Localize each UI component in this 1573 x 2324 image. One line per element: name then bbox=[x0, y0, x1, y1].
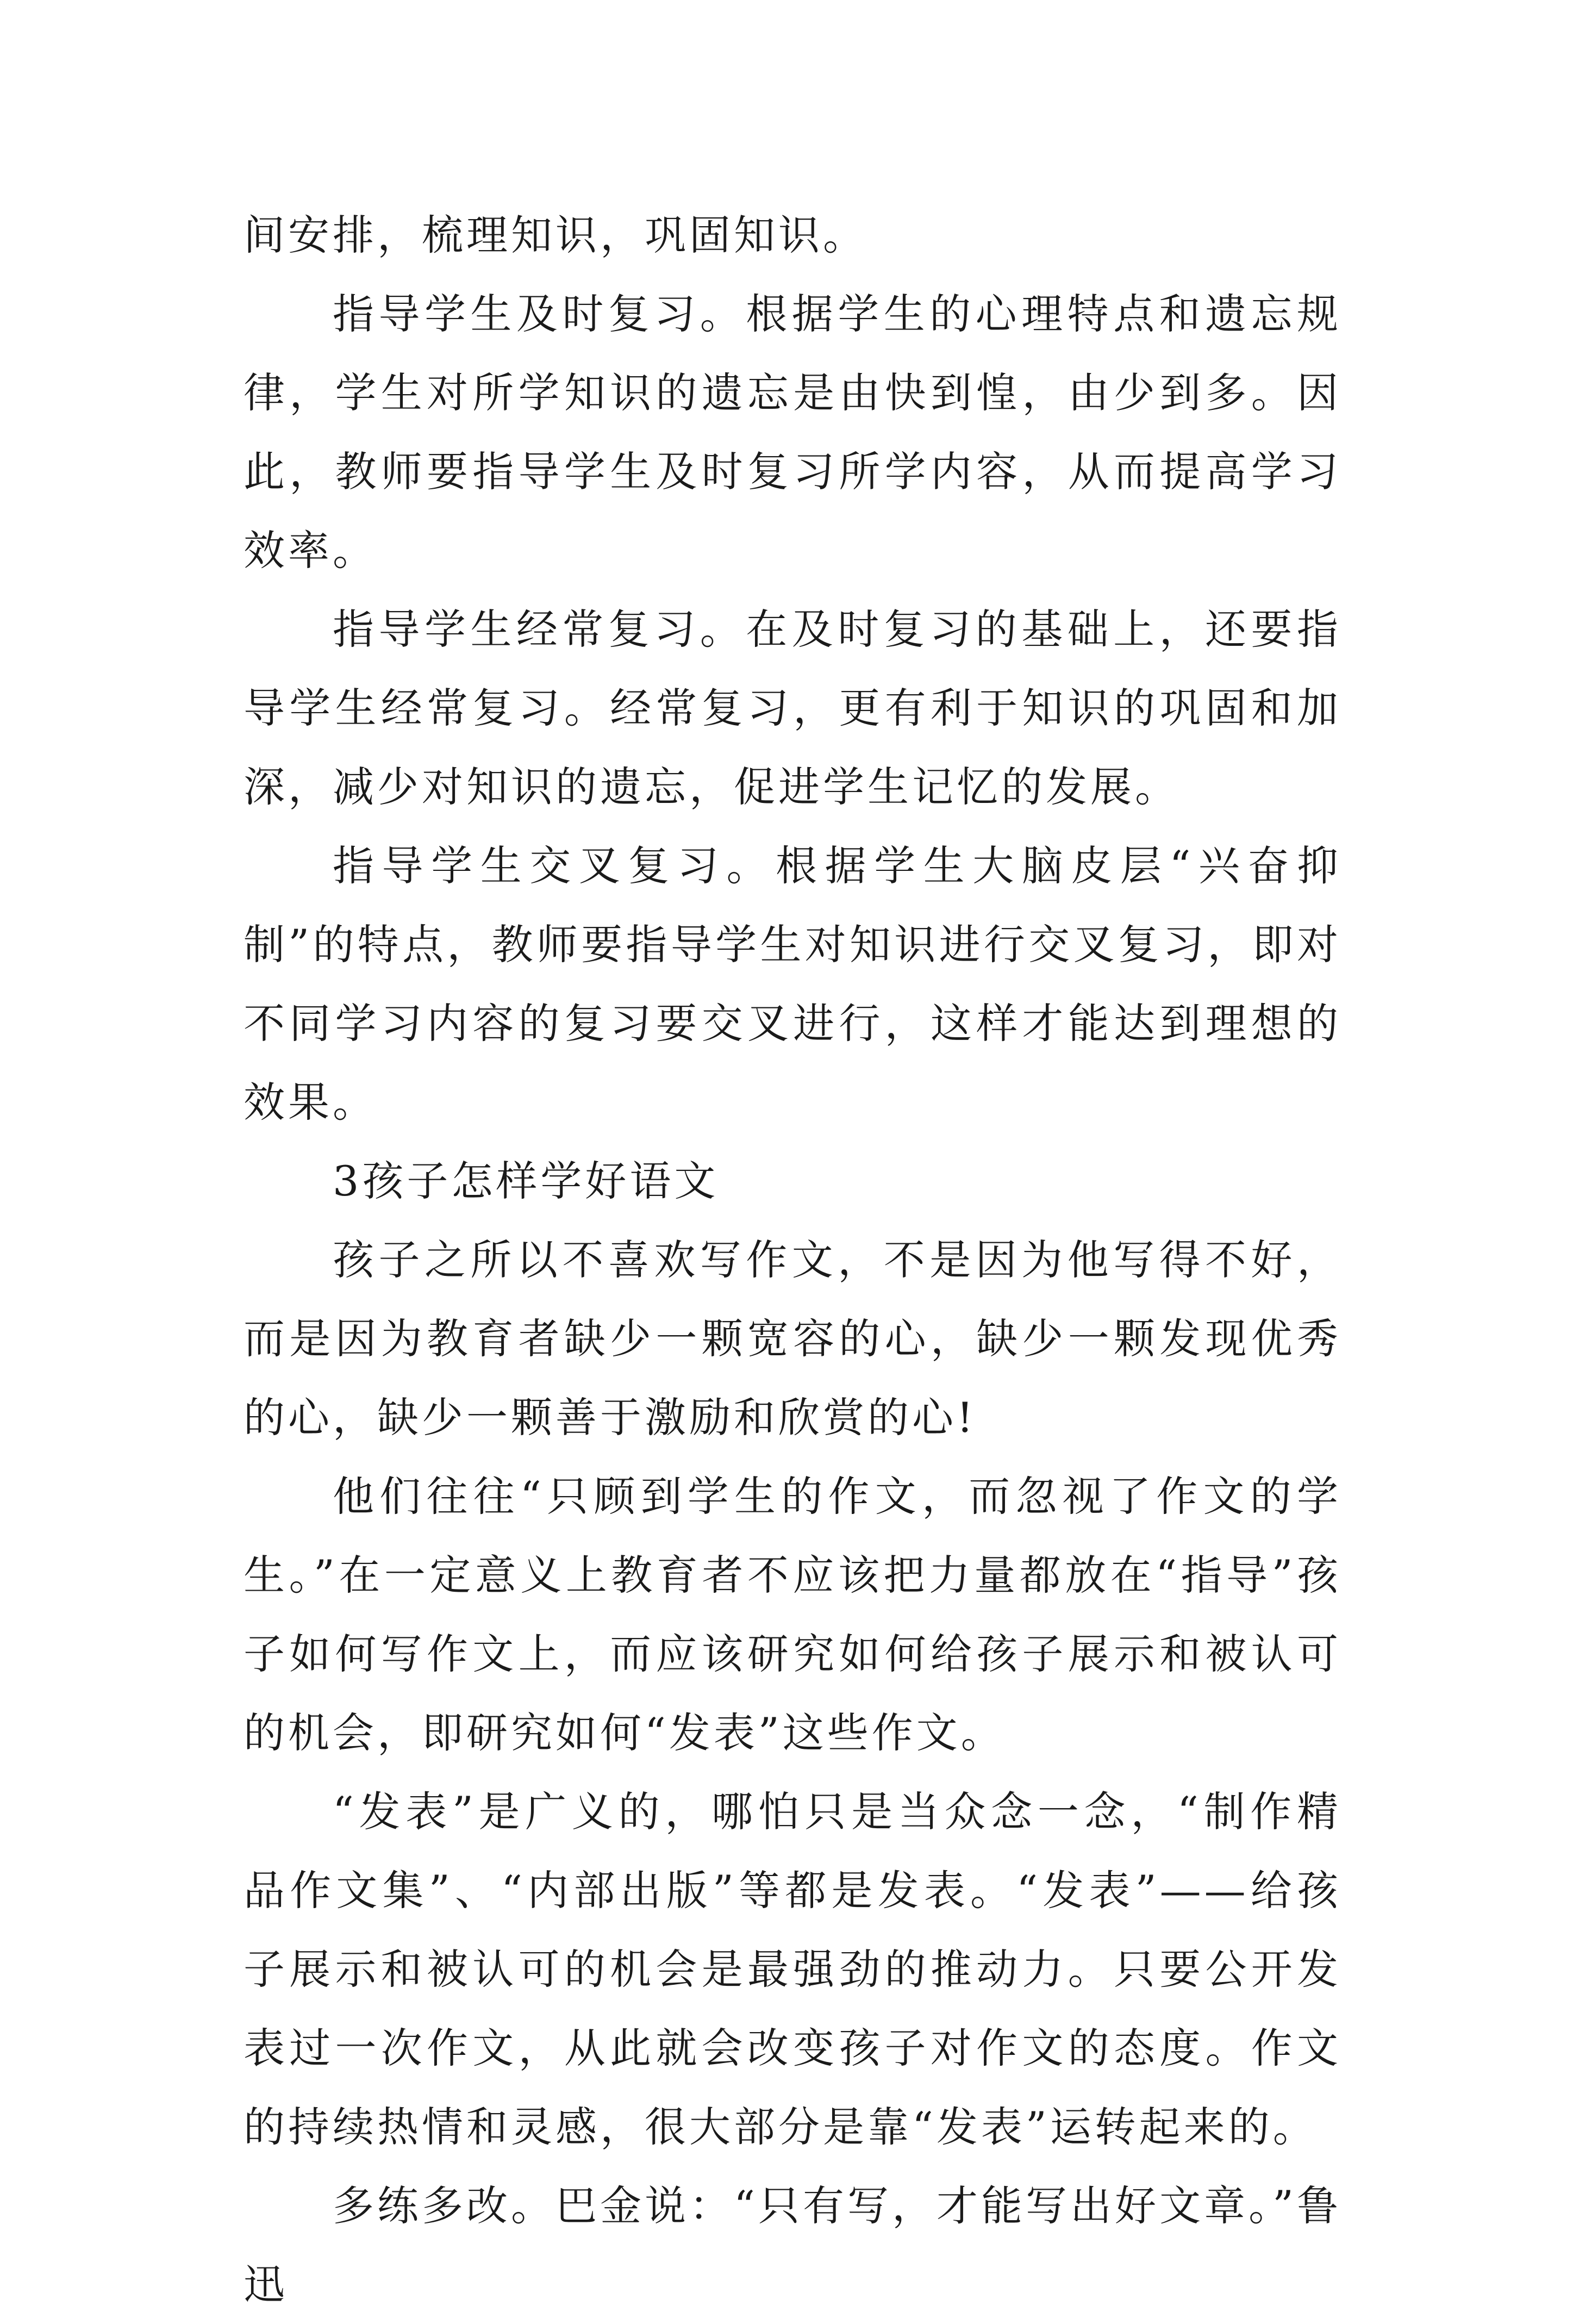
paragraph-cross-review: 指导学生交叉复习。根据学生大脑皮层“兴奋抑制”的特点，教师要指导学生对知识进行交叉复习，即对不同学习内容的复习要交叉进行，这样才能达到理想的效果。 bbox=[244, 842, 1341, 1126]
paragraph-practice: 多练多改。巴金说：“只有写，才能写出好文章。”鲁迅 bbox=[244, 2182, 1341, 2309]
paragraph-educators: 他们往往“只顾到学生的作文，而忽视了作文的学生。”在一定意义上教育者不应该把力量都放在“指导”孩子如何写作文上，而应该研究如何给孩子展示和被认可的机会，即研究如何“发表”这些作文。 bbox=[244, 1472, 1341, 1757]
paragraph-continuation: 间安排，梳理知识，巩固知识。 bbox=[244, 211, 867, 259]
section-heading: 3孩子怎样学好语文 bbox=[333, 1157, 719, 1205]
paragraph-writing-reason: 孩子之所以不喜欢写作文，不是因为他写得不好，而是因为教育者缺少一颗宽容的心，缺少一颗发现优秀的心，缺少一颗善于激励和欣赏的心! bbox=[244, 1236, 1341, 1442]
paragraph-timely-review: 指导学生及时复习。根据学生的心理特点和遗忘规律，学生对所学知识的遗忘是由快到惶，由少到多。因此，教师要指导学生及时复习所学内容，从而提高学习效率。 bbox=[244, 290, 1341, 575]
paragraph-publish: “发表”是广义的，哪怕只是当众念一念，“制作精品作文集”、“内部出版”等都是发表。“发表”——给孩子展示和被认可的机会是最强劲的推动力。只要公开发表过一次作文，从此就会改变孩子对作文的态度。作文的持续热情和灵感，很大部分是靠“发表”运转起来的。 bbox=[244, 1787, 1341, 2151]
paragraph-regular-review: 指导学生经常复习。在及时复习的基础上，还要指导学生经常复习。经常复习，更有利于知识的巩固和加深，减少对知识的遗忘，促进学生记忆的发展。 bbox=[244, 605, 1341, 811]
document-body bbox=[244, 196, 1341, 2324]
